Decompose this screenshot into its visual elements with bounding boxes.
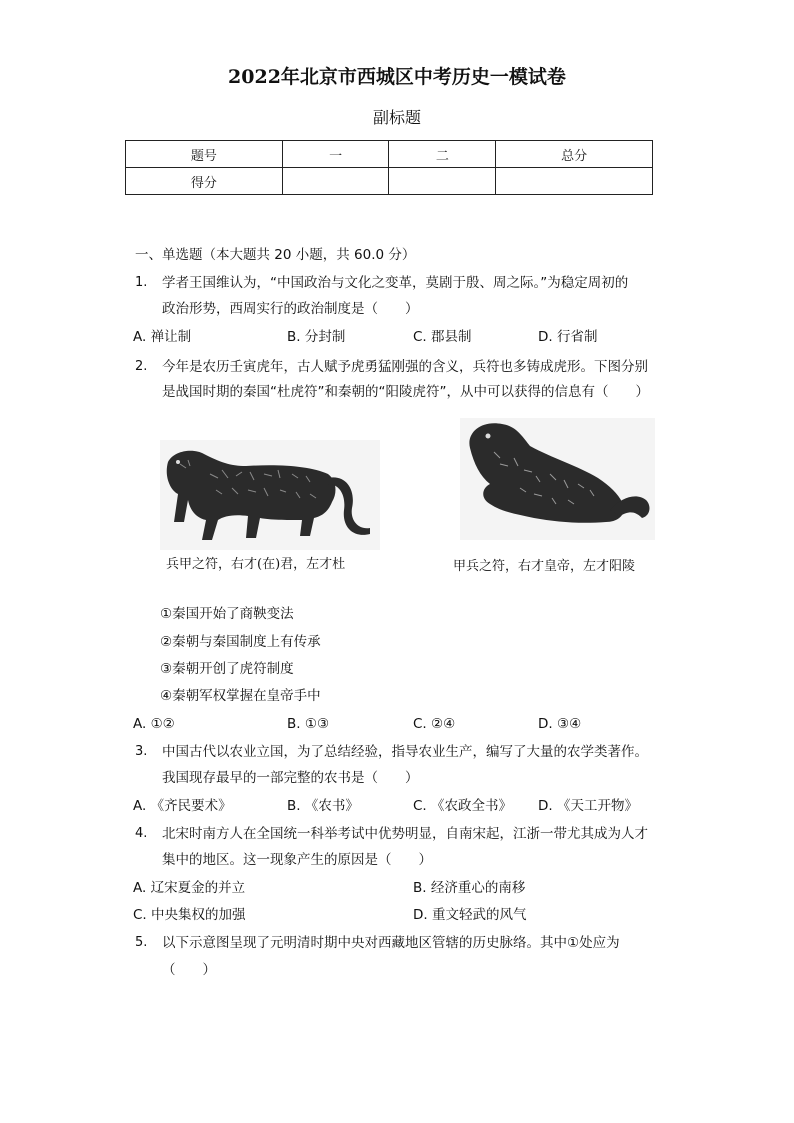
- option-b: B. 分封制: [287, 329, 346, 345]
- option-a: A. ①②: [133, 716, 175, 732]
- table-cell: 题号: [126, 141, 283, 168]
- table-cell: 得分: [126, 168, 283, 195]
- question-number: 1.: [135, 275, 148, 290]
- caption-yangling-tiger: 甲兵之符，右才皇帝，左才阳陵: [453, 559, 636, 574]
- option-c: C. 郡县制: [413, 329, 472, 345]
- table-cell: [496, 168, 653, 195]
- caption-du-tiger: 兵甲之符，右才(在)君，左才杜: [166, 557, 346, 572]
- option-c: C. 《农政全书》: [413, 798, 513, 814]
- statement-item: ③秦朝开创了虎符制度: [160, 661, 294, 677]
- page-title: 2022年北京市西城区中考历史一模试卷: [228, 66, 566, 88]
- question-text: 中国古代以农业立国，为了总结经验，指导农业生产，编写了大量的农学类著作。: [162, 744, 648, 760]
- question-text: 今年是农历壬寅虎年，古人赋予虎勇猛刚强的含义，兵符也多铸成虎形。下图分别: [162, 359, 648, 375]
- table-row: [126, 168, 653, 195]
- question-text: 是战国时期的秦国“杜虎符”和秦朝的“阳陵虎符”，从中可以获得的信息有（ ）: [162, 384, 649, 400]
- question-number: 4.: [135, 826, 148, 841]
- table-cell: [389, 168, 496, 195]
- section-heading: 一、单选题（本大题共 20 小题，共 60.0 分）: [135, 247, 416, 263]
- question-number: 2.: [135, 359, 148, 374]
- question-text: 政治形势，西周实行的政治制度是（ ）: [162, 301, 419, 317]
- option-a: A. 《齐民要术》: [133, 798, 232, 814]
- option-d: D. 行省制: [538, 329, 598, 345]
- statement-item: ④秦朝军权掌握在皇帝手中: [160, 688, 321, 704]
- option-b: B. 经济重心的南移: [413, 880, 526, 896]
- table-cell: 二: [389, 141, 496, 168]
- option-d: D. 《天工开物》: [538, 798, 638, 814]
- score-table: [125, 140, 653, 195]
- table-cell: 一: [282, 141, 389, 168]
- table-row: [126, 141, 653, 168]
- yangling-tiger-tally-image: [460, 418, 655, 540]
- statement-item: ①秦国开始了商鞅变法: [160, 606, 294, 622]
- question-number: 3.: [135, 744, 148, 759]
- option-b: B. ①③: [287, 716, 330, 732]
- option-b: B. 《农书》: [287, 798, 359, 814]
- table-cell: 总分: [496, 141, 653, 168]
- question-text: （ ）: [162, 962, 216, 978]
- option-c: C. ②④: [413, 716, 456, 732]
- option-a: A. 辽宋夏金的并立: [133, 880, 246, 896]
- option-d: D. 重文轻武的风气: [413, 907, 527, 923]
- question-text: 以下示意图呈现了元明清时期中央对西藏地区管辖的历史脉络。其中①处应为: [162, 935, 620, 951]
- page-subtitle: 副标题: [372, 108, 421, 127]
- question-number: 5.: [135, 935, 148, 950]
- option-d: D. ③④: [538, 716, 582, 732]
- question-text: 北宋时南方人在全国统一科举考试中优势明显，自南宋起，江浙一带尤其成为人才: [162, 826, 648, 842]
- question-text: 学者王国维认为，“中国政治与文化之变革，莫剧于殷、周之际。”为稳定周初的: [162, 275, 629, 291]
- option-a: A. 禅让制: [133, 329, 192, 345]
- statement-item: ②秦朝与秦国制度上有传承: [160, 634, 321, 650]
- question-text: 集中的地区。这一现象产生的原因是（ ）: [162, 852, 432, 868]
- table-cell: [282, 168, 389, 195]
- question-text: 我国现存最早的一部完整的农书是（ ）: [162, 770, 419, 786]
- option-c: C. 中央集权的加强: [133, 907, 246, 923]
- du-tiger-tally-image: [160, 440, 380, 550]
